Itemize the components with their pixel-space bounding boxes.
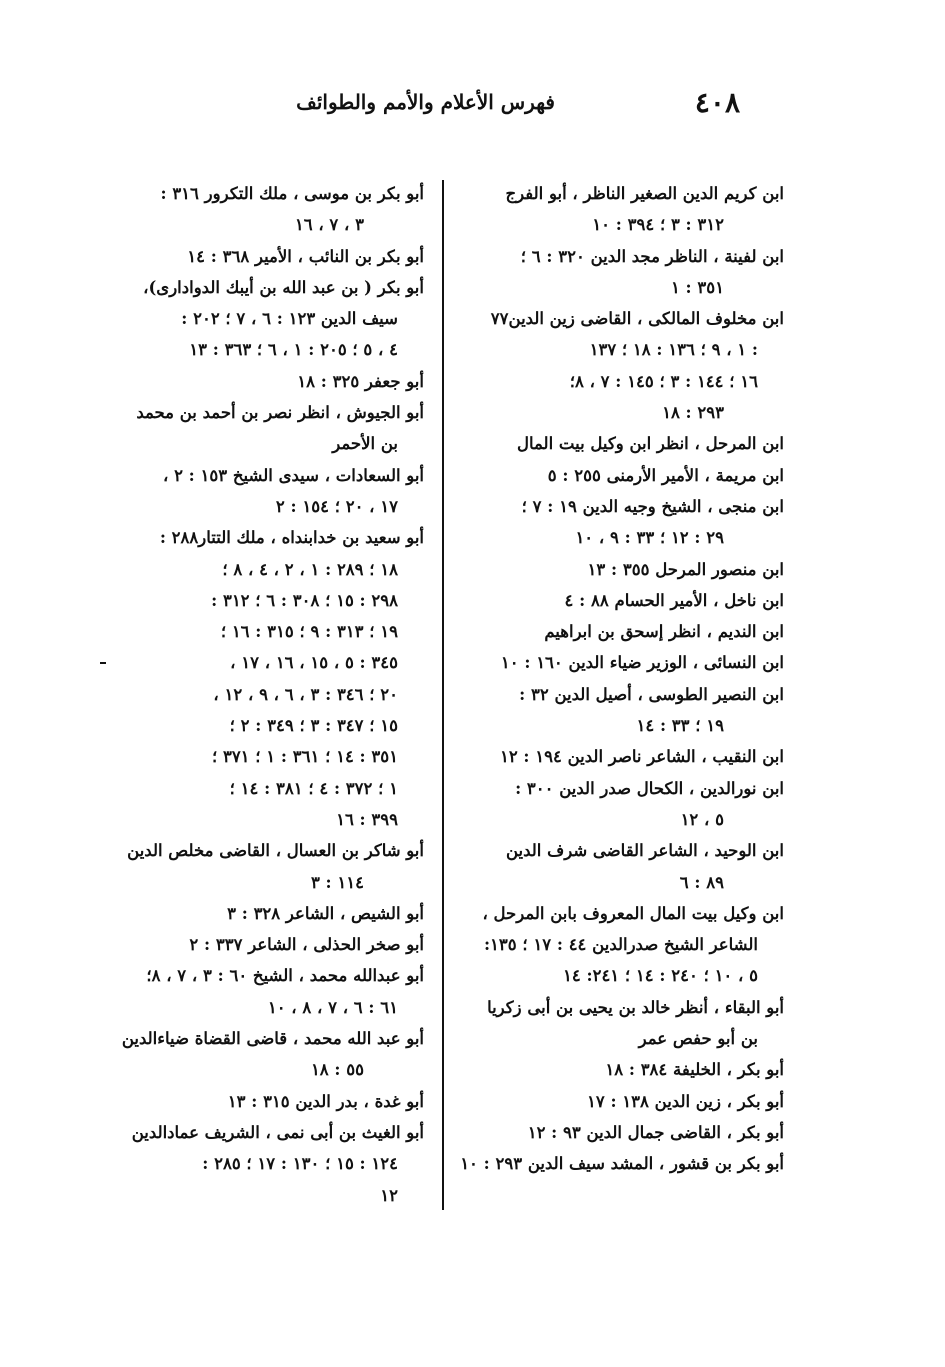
index-entry-continuation: ٣٥١ : ١٤ ؛ ٣٦١ : ١ ؛ ٣٧١ ؛ bbox=[211, 747, 398, 767]
index-entry-continuation: ١٢٤ : ١٥ ؛ ١٣٠ : ١٧ ؛ ٢٨٥ : bbox=[202, 1154, 398, 1174]
index-entry-continuation: ١٩ ؛ ٣٣ : ١٤ bbox=[636, 716, 724, 736]
index-entry: أبو الغيث بن أبى نمى ، الشريف عمادالدين bbox=[131, 1122, 424, 1142]
index-entry-continuation: ٢٩ : ١٢ ؛ ٣٣ : ٩ ، ١٠ bbox=[575, 528, 724, 548]
index-entry-continuation: ٣١٢ : ٣ ؛ ٣٩٤ : ١٠ bbox=[592, 215, 724, 235]
index-entry: ابن وكيل بيت المال المعروف بابن المرحل ، bbox=[482, 903, 784, 923]
index-column-left bbox=[122, 178, 424, 1211]
index-entry: ابن النقيب ، الشاعر ناصر الدين ١٩٤ : ١٢ bbox=[499, 747, 784, 767]
index-entry: أبو البقاء ، أنظر خالد بن يحيى بن أبى زكريا bbox=[487, 997, 784, 1017]
index-entry: ابن نورالدين ، الكحال صدر الدين ٣٠٠ : bbox=[515, 778, 784, 798]
index-entry: أبو بكر بن النائب ، الأمير ٣٦٨ : ١٤ bbox=[187, 246, 424, 266]
index-entry-continuation: ٣ ، ٧ ، ١٦ bbox=[294, 215, 364, 235]
index-entry-continuation: ٣٥١ : ١ bbox=[670, 277, 724, 297]
page-title: فهرس الأعلام والأمم والطوائف bbox=[296, 90, 555, 114]
page-number: ٤٠٨ bbox=[694, 86, 740, 119]
index-entry: ابن لفينة ، الناظر مجد الدين ٣٢٠ : ٦ ؛ bbox=[520, 246, 784, 266]
index-entry: أبو بكر ( بن عبد الله بن أيبك الدوادارى)، bbox=[143, 277, 424, 297]
index-entry-continuation: ١ ؛ ٣٧٢ : ٤ ؛ ٣٨١ : ١٤ ؛ bbox=[229, 778, 398, 798]
index-entry-continuation: ٣٩٩ : ١٦ bbox=[336, 809, 398, 829]
index-entry-continuation: ٢٩٣ : ١٨ bbox=[662, 403, 724, 423]
index-entry-continuation: ١٨ ؛ ٢٨٩ : ١ ، ٢ ، ٤ ، ٨ ؛ bbox=[222, 559, 398, 579]
index-entry-continuation: ١٦ ؛ ١٤٤ : ٣ ؛ ١٤٥ : ٧ ، ٨؛ bbox=[569, 371, 758, 391]
index-entry: ابن النصير الطوسى ، أصيل الدين ٣٢ : bbox=[519, 684, 784, 704]
index-entry-continuation: ٥ ، ١٠ ؛ ٢٤٠ : ١٤ ؛ ٢٤١: ١٤ bbox=[563, 966, 758, 986]
index-entry: أبو السعادات ، سيدى الشيخ ١٥٣ : ٢ ، bbox=[162, 465, 424, 485]
page-header bbox=[296, 86, 740, 126]
index-entry-continuation: : ١ ، ٩ ؛ ١٣٦ : ١٨ ؛ ١٣٧ bbox=[589, 340, 758, 360]
index-entry: أبو عبد الله محمد ، قاضى القضاة ضياءالدين bbox=[121, 1029, 424, 1049]
index-entry: أبو الجيوش ، انظر نصر بن أحمد بن محمد bbox=[136, 403, 424, 423]
index-entry-continuation: ٥ ، ١٢ bbox=[680, 809, 724, 829]
index-entry-continuation: ٤ ، ٥ ؛ ٢٠٥ : ١ ، ٦ ؛ ٣٦٣ : ١٣ bbox=[189, 340, 398, 360]
index-entry: أبو صخر الحذلى ، الشاعر ٣٣٧ : ٢ bbox=[189, 935, 424, 955]
index-entry-continuation: ١٩ ؛ ٣١٣ : ٩ ؛ ٣١٥ : ١٦ ؛ bbox=[220, 622, 398, 642]
index-entry-continuation: ١٢ bbox=[380, 1185, 398, 1205]
column-divider bbox=[442, 180, 444, 1210]
index-entry-continuation: ٢٠ ؛ ٣٤٦ : ٣ ، ٦ ، ٩ ، ١٢ ، bbox=[213, 684, 398, 704]
index-entry: ابن منصور المرحل ٣٥٥ : ١٣ bbox=[587, 559, 784, 579]
index-entry: أبو غدة ، بدر الدين ٣١٥ : ١٣ bbox=[227, 1091, 424, 1111]
index-entry-continuation: بن أبو حفص عمر bbox=[638, 1029, 758, 1049]
index-entry-continuation: بن الأحمر bbox=[332, 434, 398, 454]
index-entry: أبو بكر ، الخليفة ٣٨٤ : ١٨ bbox=[605, 1060, 784, 1080]
index-entry: أبو سعيد بن خدابنداه ، ملك التتار٢٨٨ : bbox=[159, 528, 424, 548]
index-entry-continuation: ٢٩٨ : ١٥ ؛ ٣٠٨ : ٦ ؛ ٣١٢ : bbox=[211, 590, 398, 610]
index-entry-continuation: ١٥ ؛ ٣٤٧ : ٣ ؛ ٣٤٩ : ٢ ؛ bbox=[229, 716, 398, 736]
index-column-right bbox=[462, 178, 784, 1180]
index-entry-continuation: ٨٩ : ٦ bbox=[679, 872, 724, 892]
index-entry: أبو شاكر بن العسال ، القاضى مخلص الدين bbox=[127, 841, 424, 861]
index-entry: ابن كريم الدين الصغير الناظر ، أبو الفرج bbox=[505, 184, 784, 203]
index-entry-continuation: سيف الدين ١٢٣ : ٦ ، ٧ ؛ ٢٠٢ : bbox=[181, 309, 398, 329]
index-entry: ابن الوحيد ، الشاعر القاضى شرف الدين bbox=[505, 841, 784, 861]
index-entry: ابن النديم ، انظر إسحق بن ابراهيم bbox=[544, 622, 784, 642]
index-entry: ابن مخلوف المالكى ، القاضى زين الدين٧٧ bbox=[490, 309, 784, 329]
index-entry-continuation: ١٧ ، ٢٠ ؛ ١٥٤ : ٢ bbox=[275, 496, 398, 516]
index-entry-continuation: ٥٥ : ١٨ bbox=[310, 1060, 364, 1080]
index-entry: أبو بكر ، زين الدين ١٣٨ : ١٧ bbox=[586, 1091, 784, 1111]
index-entry-continuation: الشاعر الشيخ صدرالدين ٤٤ : ١٧ ؛ ١٣٥: bbox=[483, 935, 758, 955]
index-entry: ابن مريمة ، الأمير الأرمنى ٢٥٥ : ٥ bbox=[547, 465, 784, 485]
index-entry-continuation: ٣٤٥ : ٥ ، ١٥ ، ١٦ ، ١٧ ، bbox=[230, 653, 398, 673]
index-entry: أبو جعفر ٣٢٥ : ١٨ bbox=[297, 371, 424, 391]
index-entry: أبو عبدالله محمد ، الشيخ ٦٠ : ٣ ، ٧ ، ٨؛ bbox=[146, 966, 424, 986]
index-entry-continuation: ١١٤ : ٣ bbox=[310, 872, 364, 892]
index-entry: ابن منجى ، الشيخ وجيه الدين ١٩ : ٧ ؛ bbox=[521, 496, 784, 516]
index-entry: ابن ناخل ، الأمير الحسام ٨٨ : ٤ bbox=[564, 590, 784, 610]
index-entry: ابن النسائى ، الوزير ضياء الدين ١٦٠ : ١٠ bbox=[500, 653, 784, 673]
index-entry-continuation: ٦١ : ٦ ، ٧ ، ٨ ، ١٠ bbox=[267, 997, 398, 1017]
index-entry: أبو بكر ، القاضى جمال الدين ٩٣ : ١٢ bbox=[527, 1122, 784, 1142]
index-entry: أبو بكر بن موسى ، ملك التكرور ٣١٦ : bbox=[160, 184, 424, 203]
index-entry: ابن المرحل ، انظر ابن وكيل بيت المال bbox=[516, 434, 784, 454]
index-entry: أبو بكر بن قشور ، المشد سيف الدين ٢٩٣ : ١٠ bbox=[460, 1154, 784, 1174]
index-entry: أبو الشيص ، الشاعر ٣٢٨ : ٣ bbox=[227, 903, 424, 923]
margin-mark bbox=[100, 662, 106, 664]
